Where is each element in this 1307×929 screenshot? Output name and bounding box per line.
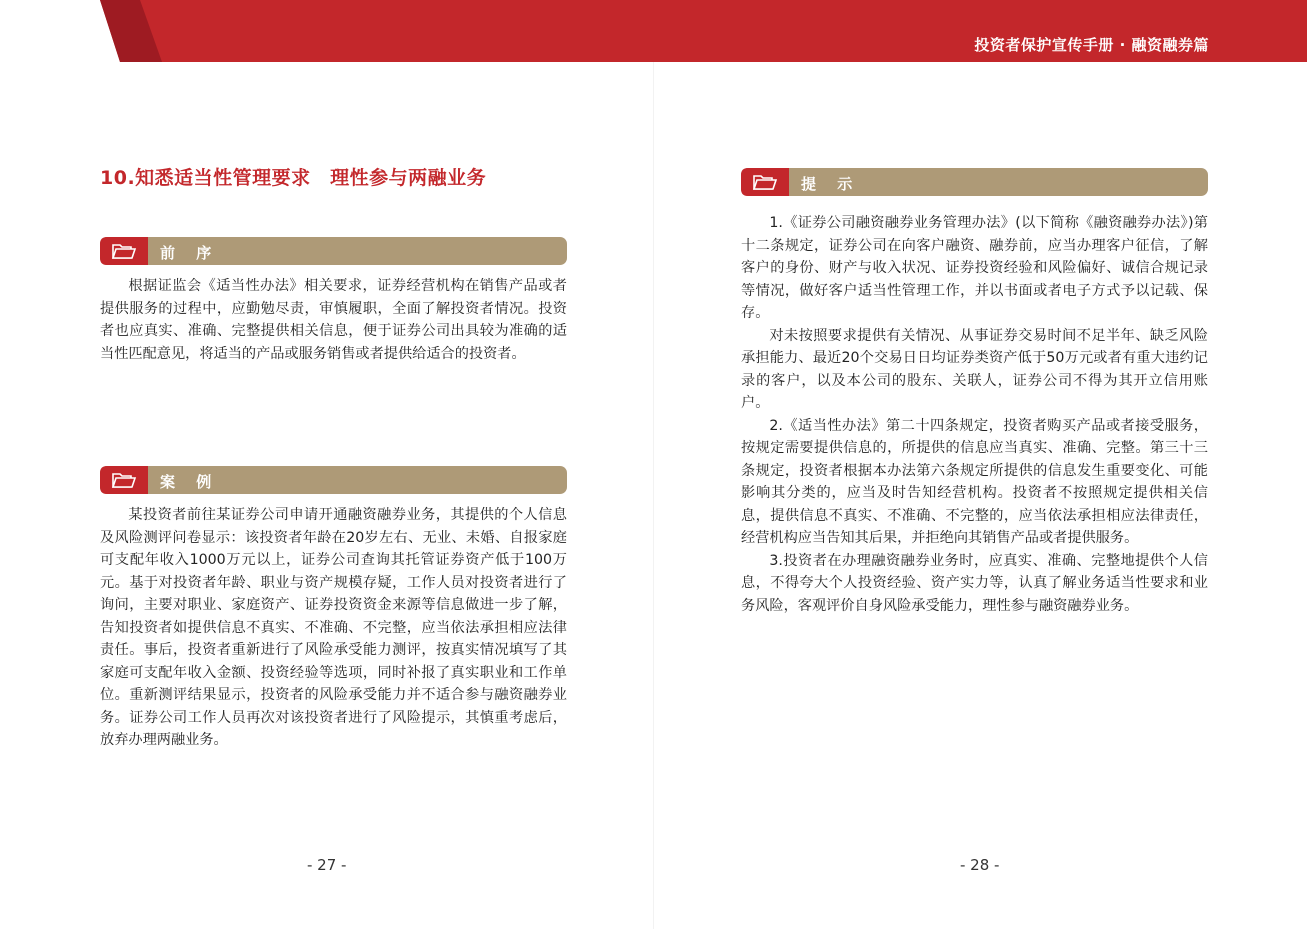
- page-spine: [653, 62, 654, 929]
- tip-header: [741, 168, 1208, 196]
- case-text: [100, 504, 567, 752]
- header-title: 投资者保护宣传手册 · 融资融券篇: [974, 36, 1209, 54]
- header-banner: [0, 0, 1307, 62]
- tip-paragraph-1: 1.《证券公司融资融券业务管理办法》(以下简称《融资融券办法》)第十二条规定，证券公司在向客户融资、融券前，应当办理客户征信，了解客户的身份、财产与收入状况、证券投资经验和风险偏好、诚信合规记录等情况，做好客户适当性管理工作，并以书面或者电子方式予以记载、保存。: [741, 215, 1208, 321]
- case-paragraph: 某投资者前往某证券公司申请开通融资融券业务，其提供的个人信息及风险测评问卷显示：该投资者年龄在20岁左右、无业、未婚、自报家庭可支配年收入1000万元以上，证券公司查询其托管证券资产低于100万元。基于对投资者年龄、职业与资产规模存疑，工作人员对投资者进行了询问，主要对职业、家庭资产、证券投资资金来源等信息做进一步了解，告知投资者如提供信息不真实、不准确、不完整，应当依法承担相应法律责任。事后，投资者重新进行了风险承受能力测评，按真实情况填写了其家庭可支配年收入金额、投资经验等选项，同时补报了真实职业和工作单位。重新测评结果显示，投资者的风险承受能力并不适合参与融资融券业务。证券公司工作人员再次对该投资者进行了风险提示，其慎重考虑后，放弃办理两融业务。: [100, 507, 567, 748]
- tip-label: 提 示: [801, 175, 861, 193]
- page-number-right: - 28 -: [960, 856, 1000, 874]
- preface-paragraph: 根据证监会《适当性办法》相关要求，证券经营机构在销售产品或者提供服务的过程中，应勤勉尽责，审慎履职，全面了解投资者情况。投资者也应真实、准确、完整提供相关信息，便于证券公司出具较为准确的适当性匹配意见，将适当的产品或服务销售或者提供给适合的投资者。: [100, 278, 567, 362]
- folder-icon: [109, 469, 139, 491]
- case-header: [100, 466, 567, 494]
- tip-paragraph-2: 对未按照要求提供有关情况、从事证券交易时间不足半年、缺乏风险承担能力、最近20个交易日日均证券类资产低于50万元或者有重大违约记录的客户，以及本公司的股东、关联人，证券公司不得为其开立信用账户。: [741, 327, 1208, 411]
- folder-icon: [750, 171, 780, 193]
- preface-label: 前 序: [160, 244, 220, 262]
- folder-icon: [109, 240, 139, 262]
- tip-paragraph-4: 3.投资者在办理融资融券业务时，应真实、准确、完整地提供个人信息，不得夸大个人投资经验、资产实力等，认真了解业务适当性要求和业务风险，客观评价自身风险承受能力，理性参与融资融券业务。: [741, 552, 1208, 614]
- preface-text: [100, 275, 567, 365]
- tip-paragraph-3: 2.《适当性办法》第二十四条规定，投资者购买产品或者接受服务，按规定需要提供信息的，所提供的信息应当真实、准确、完整。第三十三条规定，投资者根据本办法第六条规定所提供的信息发生重要变化、可能影响其分类的，应当及时告知经营机构。投资者不按照规定提供相关信息，提供信息不真实、不准确、不完整的，应当依法承担相应法律责任，经营机构应当告知其后果，并拒绝向其销售产品或者提供服务。: [741, 417, 1208, 546]
- case-label: 案 例: [160, 473, 220, 491]
- section-title: 10.知悉适当性管理要求 理性参与两融业务: [100, 167, 487, 189]
- tip-text: [741, 212, 1208, 617]
- page-number-left: - 27 -: [307, 856, 347, 874]
- preface-header: [100, 237, 567, 265]
